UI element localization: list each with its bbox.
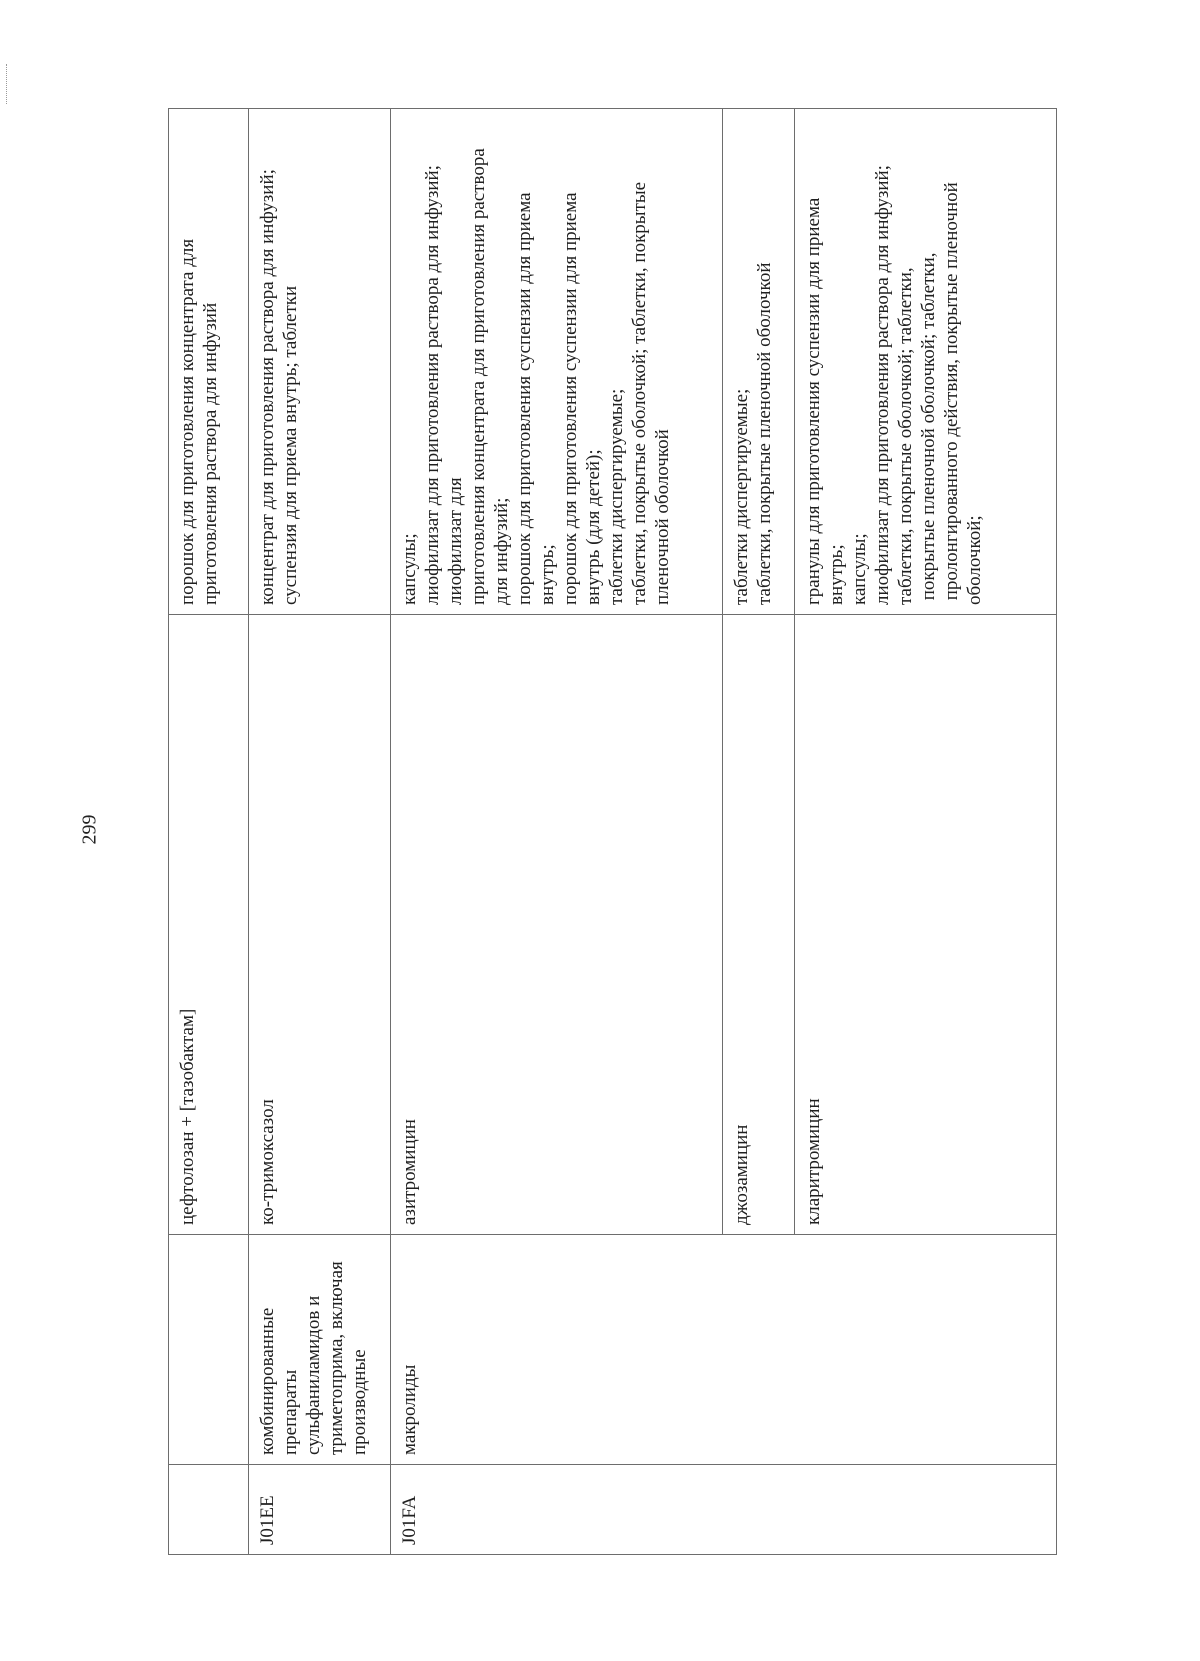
table-row: [391, 109, 723, 1555]
scan-edge-marks: [6, 64, 10, 104]
drug-name-cell: азитромицин: [391, 615, 723, 1235]
rotated-table-frame: [168, 109, 1028, 1555]
drug-name-cell: джозамицин: [723, 615, 795, 1235]
atc-code-cell: [169, 1465, 249, 1555]
drug-name-cell: кларитромицин: [795, 615, 1057, 1235]
page-number: 299: [78, 814, 101, 845]
group-cell: [169, 1235, 249, 1465]
drug-table: [168, 108, 1057, 1555]
dosage-forms-cell: гранулы для приготовления суспензии для приема внутрь; капсулы; лиофилизат для приготовления раствора для инфузий; таблетки, покрытые оболочкой; таблетки, покрытые пленочной оболочкой; таблетки, пролонгированного действия, покрытые пленочной оболочкой;: [795, 109, 1057, 615]
drug-name-cell: ко-тримоксазол: [249, 615, 391, 1235]
group-cell: макролиды: [391, 1235, 1057, 1465]
atc-code-cell: J01FA: [391, 1465, 1057, 1555]
drug-name-cell: цефтолозан + [тазобактам]: [169, 615, 249, 1235]
table-row: [249, 109, 391, 1555]
dosage-forms-cell: таблетки диспергируемые; таблетки, покрытые пленочной оболочкой: [723, 109, 795, 615]
dosage-forms-cell: концентрат для приготовления раствора для инфузий; суспензия для приема внутрь; таблетки: [249, 109, 391, 615]
table-row: [169, 109, 249, 1555]
atc-code-cell: J01EE: [249, 1465, 391, 1555]
group-cell: комбинированные препараты сульфаниламидов и триметоприма, включая производные: [249, 1235, 391, 1465]
dosage-forms-cell: порошок для приготовления концентрата для приготовления раствора для инфузий: [169, 109, 249, 615]
dosage-forms-cell: капсулы; лиофилизат для приготовления раствора для инфузий; лиофилизат для приготовления концентрата для приготовления раствора для инфузий; порошок для приготовления суспензии для приема внутрь; порошок для приготовления суспензии для приема внутрь (для детей); таблетки диспергируемые; таблетки, покрытые оболочкой; таблетки, покрытые пленочной оболочкой: [391, 109, 723, 615]
